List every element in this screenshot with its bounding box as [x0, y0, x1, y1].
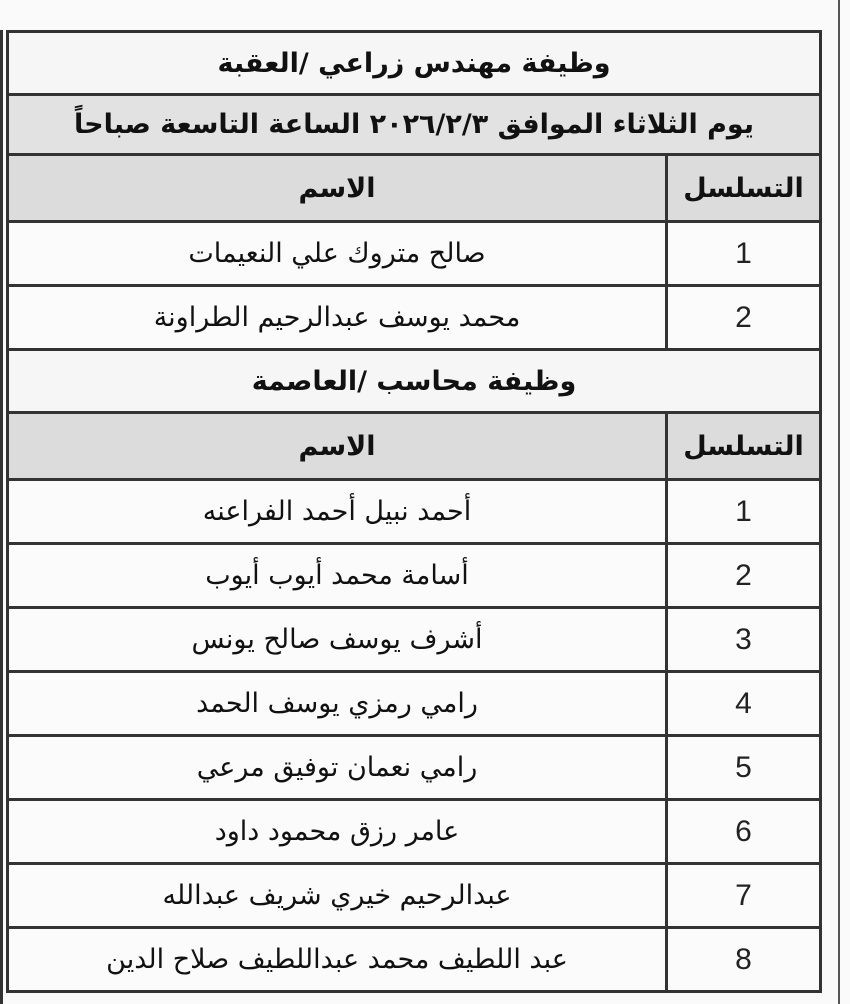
row-serial: 1 [667, 480, 821, 544]
header-name: الاسم [8, 155, 667, 222]
table-row [8, 480, 821, 544]
row-name: عامر رزق محمود داود [8, 800, 667, 864]
table-row [8, 672, 821, 736]
table-row [8, 864, 821, 928]
row-name: صالح متروك علي النعيمات [8, 222, 667, 286]
section2-title: وظيفة محاسب /العاصمة [8, 350, 821, 413]
row-name: عبد اللطيف محمد عبداللطيف صلاح الدين [8, 928, 667, 992]
section1-title: وظيفة مهندس زراعي /العقبة [8, 32, 821, 95]
section1-date: يوم الثلاثاء الموافق ٢٠٢٦/٢/٣ الساعة التاسعة صباحاً [8, 95, 821, 155]
header-name: الاسم [8, 413, 667, 480]
row-serial: 8 [667, 928, 821, 992]
row-name: رامي نعمان توفيق مرعي [8, 736, 667, 800]
section-title-row [8, 32, 821, 95]
row-serial: 2 [667, 286, 821, 350]
row-name: محمد يوسف عبدالرحيم الطراونة [8, 286, 667, 350]
date-row [8, 95, 821, 155]
table-row [8, 800, 821, 864]
row-name: أسامة محمد أيوب أيوب [8, 544, 667, 608]
page-edge-right [838, 0, 840, 1004]
page-edge-left [0, 30, 3, 1004]
row-serial: 1 [667, 222, 821, 286]
table-row [8, 222, 821, 286]
table-row [8, 736, 821, 800]
section-title-row [8, 350, 821, 413]
row-name: أشرف يوسف صالح يونس [8, 608, 667, 672]
table-row [8, 608, 821, 672]
table-row [8, 928, 821, 992]
row-serial: 7 [667, 864, 821, 928]
row-name: رامي رمزي يوسف الحمد [8, 672, 667, 736]
table-row [8, 544, 821, 608]
candidates-table [6, 30, 822, 993]
header-serial: التسلسل [667, 413, 821, 480]
header-row [8, 413, 821, 480]
row-serial: 6 [667, 800, 821, 864]
row-serial: 4 [667, 672, 821, 736]
table-row [8, 286, 821, 350]
row-name: عبدالرحيم خيري شريف عبدالله [8, 864, 667, 928]
row-serial: 2 [667, 544, 821, 608]
row-name: أحمد نبيل أحمد الفراعنه [8, 480, 667, 544]
header-row [8, 155, 821, 222]
row-serial: 3 [667, 608, 821, 672]
header-serial: التسلسل [667, 155, 821, 222]
row-serial: 5 [667, 736, 821, 800]
